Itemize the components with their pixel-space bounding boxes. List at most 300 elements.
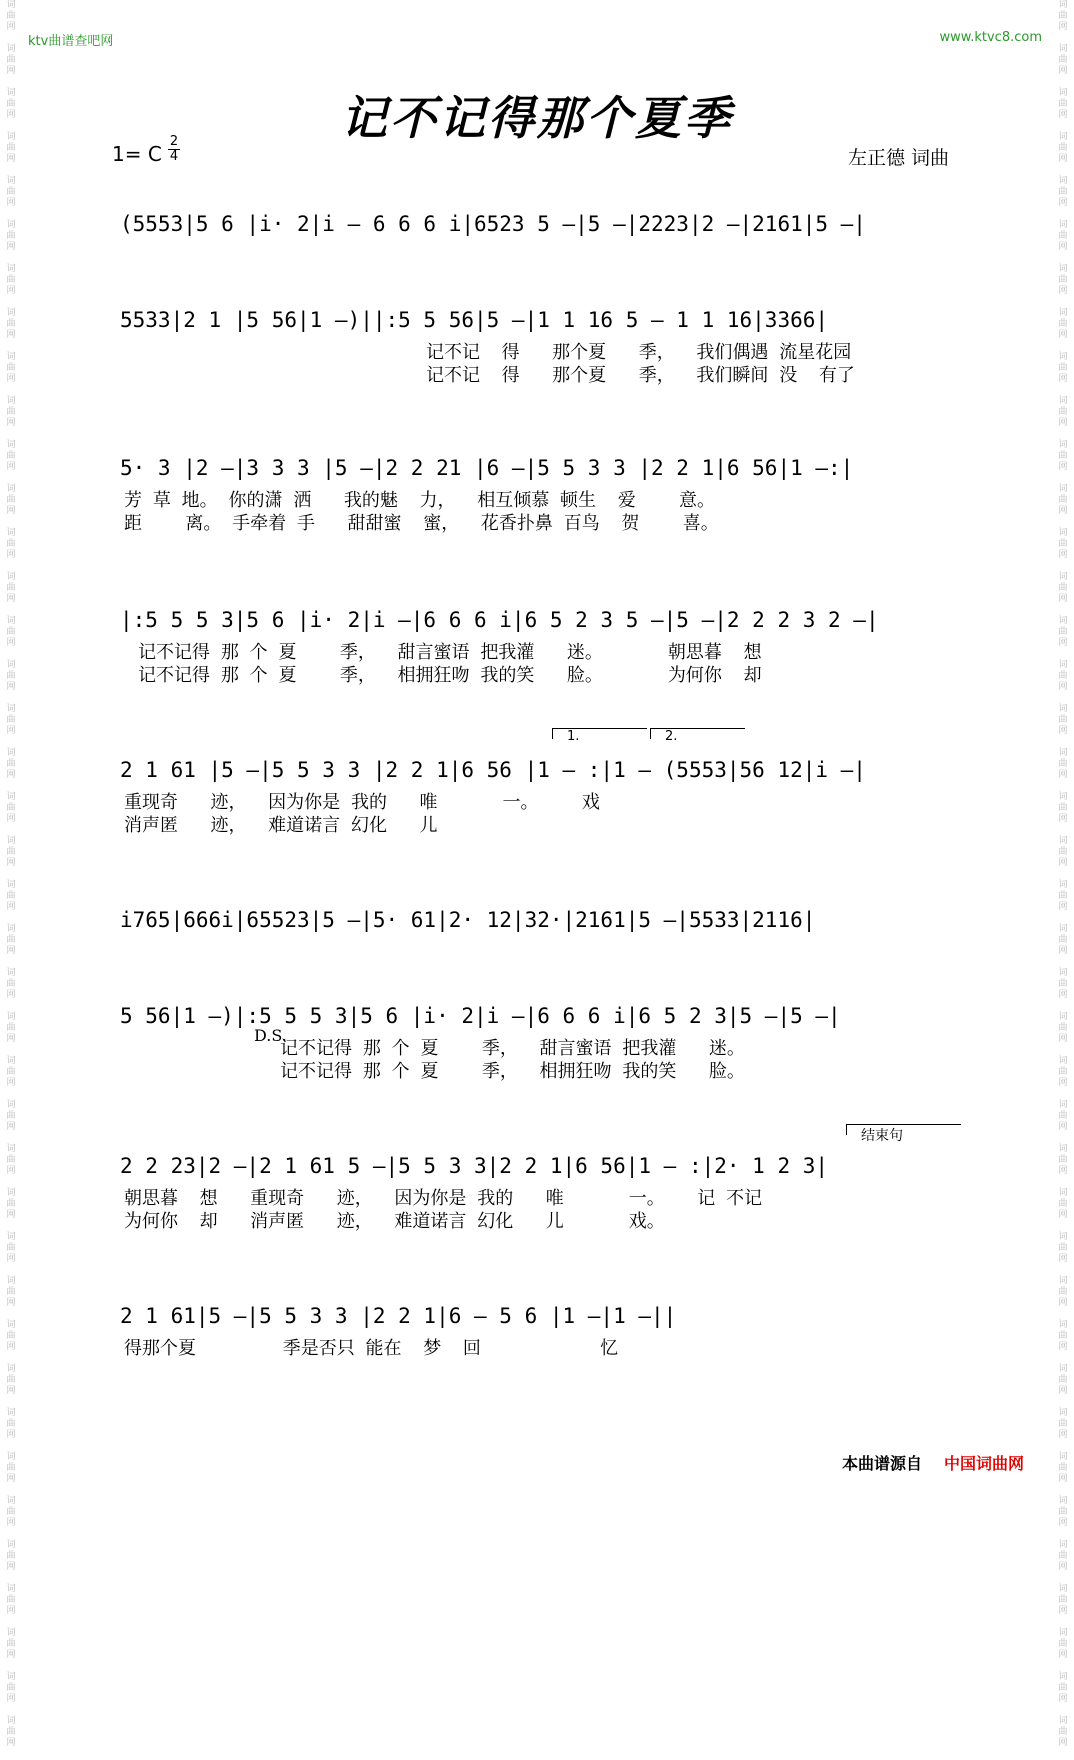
- edge-watermark-char: 词: [1058, 528, 1068, 538]
- edge-watermark-char: 曲: [1058, 1375, 1068, 1385]
- edge-watermark-char: 网: [1058, 814, 1068, 824]
- edge-watermark-gap: [1052, 1001, 1074, 1012]
- edge-watermark-gap: [0, 825, 22, 836]
- edge-watermark-char: 网: [6, 726, 16, 736]
- edge-watermark-char: 网: [6, 286, 16, 296]
- watermark-right: www.ktvc8.com: [939, 30, 1042, 45]
- edge-watermark-char: 词: [6, 616, 16, 626]
- edge-watermark-char: 词: [1058, 1144, 1068, 1154]
- edge-watermark-gap: [0, 1485, 22, 1496]
- edge-watermark-char: 词: [1058, 704, 1068, 714]
- edge-watermark-char: 词: [1058, 1232, 1068, 1242]
- edge-watermark-char: 曲: [6, 847, 16, 857]
- lyric-line: 记不记 得 那个夏 季， 我们瞬间 没 有了: [426, 365, 855, 386]
- edge-watermark-gap: [0, 209, 22, 220]
- lyric-line: 得那个夏 季是否只 能在 梦 回 忆: [124, 1338, 619, 1359]
- edge-watermark-char: 曲: [1058, 319, 1068, 329]
- edge-watermark-char: 曲: [1058, 627, 1068, 637]
- edge-watermark-gap: [1052, 1309, 1074, 1320]
- lyric-line: 距 离。 手牵着 手 甜甜蜜 蜜， 花香扑鼻 百鸟 贺 喜。: [124, 513, 719, 534]
- edge-watermark-gap: [1052, 781, 1074, 792]
- score-row: [120, 300, 966, 386]
- edge-watermark-char: 网: [1058, 374, 1068, 384]
- edge-watermark-char: 词: [1058, 1188, 1068, 1198]
- edge-watermark-char: 词: [6, 1056, 16, 1066]
- edge-watermark-char: 词: [6, 924, 16, 934]
- edge-watermark-char: 词: [1058, 836, 1068, 846]
- edge-watermark-gap: [1052, 1573, 1074, 1584]
- edge-watermark-char: 网: [1058, 638, 1068, 648]
- edge-watermark-char: 网: [1058, 506, 1068, 516]
- edge-watermark-gap: [0, 605, 22, 616]
- edge-watermark-char: 网: [1058, 198, 1068, 208]
- edge-watermark-char: 网: [6, 638, 16, 648]
- edge-watermark-char: 词: [1058, 308, 1068, 318]
- edge-watermark-gap: [1052, 209, 1074, 220]
- edge-watermark-gap: [0, 1617, 22, 1628]
- note-line: i765|666i|65523|5 –|5· 61|2· 12|32·|2161|5 –|5533|2116|: [120, 908, 816, 932]
- edge-watermark-char: 曲: [1058, 1507, 1068, 1517]
- edge-watermark-char: 曲: [6, 935, 16, 945]
- edge-watermark-char: 词: [6, 1100, 16, 1110]
- edge-watermark-gap: [0, 1221, 22, 1232]
- edge-watermark-char: 曲: [1058, 759, 1068, 769]
- edge-watermark-char: 网: [6, 1694, 16, 1704]
- edge-watermark-char: 曲: [1058, 1111, 1068, 1121]
- edge-watermark-char: 词: [6, 1232, 16, 1242]
- note-line: (5553|5 6 |i· 2|i – 6 6 6 i|6523 5 –|5 –|2223|2 –|2161|5 –|: [120, 212, 866, 236]
- edge-watermark-char: 曲: [6, 1111, 16, 1121]
- edge-watermark-char: 曲: [6, 671, 16, 681]
- edge-watermark-char: 网: [1058, 418, 1068, 428]
- edge-watermark-char: 曲: [6, 275, 16, 285]
- author-credit: 左正德 词曲: [848, 147, 950, 169]
- edge-watermark-gap: [0, 1397, 22, 1408]
- edge-watermark-gap: [1052, 1221, 1074, 1232]
- edge-watermark-char: 词: [6, 264, 16, 274]
- edge-watermark-char: 曲: [1058, 803, 1068, 813]
- edge-watermark-char: 词: [1058, 1320, 1068, 1330]
- edge-watermark-gap: [1052, 1749, 1074, 1760]
- edge-watermark-gap: [0, 869, 22, 880]
- edge-watermark-char: 曲: [6, 55, 16, 65]
- edge-watermark-gap: [0, 1529, 22, 1540]
- edge-watermark-char: 网: [6, 770, 16, 780]
- edge-watermark-gap: [0, 1573, 22, 1584]
- edge-watermark-char: 曲: [6, 715, 16, 725]
- edge-watermark-gap: [0, 1749, 22, 1760]
- edge-watermark-char: 词: [6, 792, 16, 802]
- edge-watermark-char: 词: [6, 1408, 16, 1418]
- watermark-left: ktv曲谱查吧网: [28, 34, 114, 49]
- edge-watermark-char: 词: [6, 308, 16, 318]
- edge-watermark-char: 网: [1058, 1298, 1068, 1308]
- edge-watermark-char: 曲: [6, 979, 16, 989]
- right-edge-watermark: [1052, 0, 1074, 1748]
- edge-watermark-char: 词: [1058, 44, 1068, 54]
- edge-watermark-char: 曲: [6, 1023, 16, 1033]
- edge-watermark-char: 曲: [6, 1243, 16, 1253]
- edge-watermark-char: 词: [1058, 1056, 1068, 1066]
- edge-watermark-char: 网: [1058, 990, 1068, 1000]
- edge-watermark-gap: [1052, 385, 1074, 396]
- edge-watermark-char: 词: [6, 704, 16, 714]
- edge-watermark-char: 网: [1058, 1430, 1068, 1440]
- edge-watermark-char: 网: [1058, 1034, 1068, 1044]
- edge-watermark-gap: [0, 1177, 22, 1188]
- edge-watermark-gap: [1052, 1177, 1074, 1188]
- edge-watermark-char: 网: [1058, 1078, 1068, 1088]
- edge-watermark-char: 网: [1058, 1738, 1068, 1748]
- edge-watermark-char: 词: [6, 484, 16, 494]
- edge-watermark-char: 网: [6, 22, 16, 32]
- edge-watermark-char: 网: [6, 1474, 16, 1484]
- edge-watermark-char: 网: [6, 814, 16, 824]
- edge-watermark-char: 曲: [1058, 1683, 1068, 1693]
- edge-watermark-gap: [0, 1661, 22, 1672]
- edge-watermark-char: 词: [6, 1012, 16, 1022]
- edge-watermark-gap: [0, 297, 22, 308]
- edge-watermark-char: 词: [1058, 1364, 1068, 1374]
- edge-watermark-char: 曲: [6, 451, 16, 461]
- edge-watermark-char: 曲: [1058, 1639, 1068, 1649]
- edge-watermark-char: 网: [6, 154, 16, 164]
- edge-watermark-char: 词: [6, 660, 16, 670]
- edge-watermark-char: 词: [6, 44, 16, 54]
- edge-watermark-char: 网: [1058, 770, 1068, 780]
- edge-watermark-char: 词: [1058, 1584, 1068, 1594]
- edge-watermark-char: 曲: [1058, 1463, 1068, 1473]
- footer-site: 中国词曲网: [944, 1454, 1025, 1473]
- edge-watermark-char: 网: [6, 1650, 16, 1660]
- edge-watermark-char: 曲: [1058, 979, 1068, 989]
- edge-watermark-char: 网: [1058, 858, 1068, 868]
- edge-watermark-char: 词: [6, 1496, 16, 1506]
- note-line: 5533|2 1 |5 56|1 –)||:5 5 56|5 –|1 1 16 5 – 1 1 16|3366|: [120, 308, 829, 332]
- edge-watermark-char: 曲: [1058, 11, 1068, 21]
- edge-watermark-char: 曲: [1058, 1199, 1068, 1209]
- edge-watermark-char: 曲: [1058, 1155, 1068, 1165]
- edge-watermark-char: 网: [6, 902, 16, 912]
- note-line: 2 2 23|2 –|2 1 61 5 –|5 5 3 3|2 2 1|6 56|1 – :|2· 1 2 3|: [120, 1154, 829, 1178]
- edge-watermark-char: 网: [6, 1034, 16, 1044]
- edge-watermark-char: 网: [6, 1518, 16, 1528]
- edge-watermark-char: 网: [6, 1386, 16, 1396]
- edge-watermark-char: 网: [6, 1166, 16, 1176]
- edge-watermark-char: 曲: [6, 319, 16, 329]
- edge-watermark-char: 曲: [6, 1067, 16, 1077]
- edge-watermark-gap: [1052, 1661, 1074, 1672]
- edge-watermark-char: 网: [1058, 1210, 1068, 1220]
- edge-watermark-char: 词: [1058, 176, 1068, 186]
- edge-watermark-gap: [1052, 1485, 1074, 1496]
- edge-watermark-char: 曲: [6, 627, 16, 637]
- edge-watermark-char: 曲: [6, 187, 16, 197]
- edge-watermark-char: 网: [6, 1298, 16, 1308]
- edge-watermark-gap: [0, 473, 22, 484]
- edge-watermark-char: 词: [1058, 264, 1068, 274]
- edge-watermark-char: 网: [1058, 330, 1068, 340]
- edge-watermark-char: 网: [6, 198, 16, 208]
- edge-watermark-char: 网: [6, 946, 16, 956]
- edge-watermark-char: 曲: [6, 539, 16, 549]
- edge-watermark-char: 曲: [1058, 715, 1068, 725]
- edge-watermark-char: 网: [1058, 682, 1068, 692]
- edge-watermark-char: 曲: [1058, 495, 1068, 505]
- edge-watermark-char: 词: [1058, 88, 1068, 98]
- edge-watermark-char: 网: [1058, 22, 1068, 32]
- edge-watermark-char: 曲: [1058, 55, 1068, 65]
- edge-watermark-gap: [1052, 825, 1074, 836]
- lyric-line: 记不记得 那 个 夏 季， 甜言蜜语 把我灌 迷。 朝思暮 想: [138, 642, 762, 663]
- edge-watermark-char: 网: [1058, 1122, 1068, 1132]
- edge-watermark-char: 网: [6, 374, 16, 384]
- edge-watermark-char: 网: [6, 462, 16, 472]
- edge-watermark-gap: [0, 561, 22, 572]
- edge-watermark-gap: [0, 33, 22, 44]
- edge-watermark-char: 曲: [1058, 1331, 1068, 1341]
- edge-watermark-char: 曲: [6, 143, 16, 153]
- edge-watermark-char: 网: [1058, 1518, 1068, 1528]
- edge-watermark-char: 网: [1058, 462, 1068, 472]
- edge-watermark-char: 曲: [6, 1683, 16, 1693]
- edge-watermark-char: 曲: [1058, 363, 1068, 373]
- edge-watermark-char: 曲: [6, 99, 16, 109]
- edge-watermark-char: 词: [1058, 440, 1068, 450]
- edge-watermark-char: 网: [1058, 66, 1068, 76]
- edge-watermark-char: 词: [1058, 1012, 1068, 1022]
- edge-watermark-char: 网: [6, 1254, 16, 1264]
- edge-watermark-char: 曲: [6, 1463, 16, 1473]
- edge-watermark-char: 网: [6, 110, 16, 120]
- edge-watermark-gap: [1052, 297, 1074, 308]
- edge-watermark-gap: [0, 385, 22, 396]
- score-row: [120, 204, 966, 244]
- edge-watermark-char: 词: [6, 88, 16, 98]
- edge-watermark-char: 词: [1058, 792, 1068, 802]
- edge-watermark-char: 网: [1058, 902, 1068, 912]
- edge-watermark-gap: [0, 1001, 22, 1012]
- edge-watermark-char: 词: [6, 176, 16, 186]
- edge-watermark-char: 网: [1058, 726, 1068, 736]
- edge-watermark-gap: [0, 913, 22, 924]
- edge-watermark-gap: [1052, 693, 1074, 704]
- edge-watermark-char: 词: [1058, 1276, 1068, 1286]
- edge-watermark-char: 曲: [1058, 847, 1068, 857]
- edge-watermark-char: 曲: [6, 1419, 16, 1429]
- edge-watermark-char: 曲: [1058, 935, 1068, 945]
- edge-watermark-char: 曲: [6, 11, 16, 21]
- edge-watermark-char: 词: [6, 1628, 16, 1638]
- edge-watermark-char: 词: [6, 968, 16, 978]
- edge-watermark-char: 词: [1058, 616, 1068, 626]
- edge-watermark-char: 网: [1058, 1342, 1068, 1352]
- edge-watermark-gap: [1052, 33, 1074, 44]
- edge-watermark-char: 词: [1058, 484, 1068, 494]
- key-signature: 1= C: [112, 142, 162, 166]
- edge-watermark-char: 网: [6, 1562, 16, 1572]
- edge-watermark-char: 曲: [1058, 671, 1068, 681]
- score-row: [120, 729, 966, 836]
- edge-watermark-char: 网: [6, 858, 16, 868]
- edge-watermark-gap: [1052, 1705, 1074, 1716]
- footer-source: 本曲谱源自: [842, 1454, 923, 1473]
- meter-bottom: 4: [169, 149, 179, 164]
- edge-watermark-char: 网: [6, 418, 16, 428]
- edge-watermark-gap: [0, 781, 22, 792]
- time-signature: [168, 135, 180, 164]
- edge-watermark-char: 网: [6, 506, 16, 516]
- score-row: [120, 1128, 966, 1232]
- edge-watermark-char: 曲: [6, 891, 16, 901]
- edge-watermark-char: 曲: [1058, 1419, 1068, 1429]
- edge-watermark-gap: [1052, 605, 1074, 616]
- edge-watermark-char: 曲: [6, 1639, 16, 1649]
- edge-watermark-char: 网: [1058, 1166, 1068, 1176]
- edge-watermark-gap: [1052, 429, 1074, 440]
- edge-watermark-gap: [0, 517, 22, 528]
- lyric-line: 为何你 却 消声匿 迹， 难道诺言 幻化 儿 戏。: [124, 1211, 665, 1232]
- edge-watermark-char: 词: [6, 352, 16, 362]
- edge-watermark-gap: [0, 737, 22, 748]
- note-line: 2 1 61 |5 –|5 5 3 3 |2 2 1|6 56 |1 – :|1 – (5553|56 12|i –|: [120, 758, 866, 782]
- edge-watermark-char: 曲: [6, 759, 16, 769]
- song-title: 记不记得那个夏季: [341, 91, 733, 145]
- score-row: [120, 448, 966, 534]
- edge-watermark-char: 词: [6, 1584, 16, 1594]
- edge-watermark-gap: [0, 1133, 22, 1144]
- score-row: [120, 600, 966, 686]
- lyric-line: 记不记得 那 个 夏 季， 甜言蜜语 把我灌 迷。: [280, 1038, 745, 1059]
- edge-watermark-gap: [1052, 1617, 1074, 1628]
- edge-watermark-char: 曲: [1058, 583, 1068, 593]
- edge-watermark-char: 曲: [1058, 407, 1068, 417]
- edge-watermark-char: 曲: [6, 1199, 16, 1209]
- edge-watermark-char: 曲: [1058, 99, 1068, 109]
- edge-watermark-char: 词: [6, 1540, 16, 1550]
- first-ending-bracket: 1.: [552, 728, 647, 739]
- edge-watermark-char: 词: [6, 1716, 16, 1726]
- edge-watermark-char: 曲: [1058, 1551, 1068, 1561]
- edge-watermark-char: 曲: [1058, 1023, 1068, 1033]
- lyric-line: 记不记得 那 个 夏 季， 相拥狂吻 我的笑 脸。 为何你 却: [138, 665, 762, 686]
- edge-watermark-char: 网: [1058, 1650, 1068, 1660]
- edge-watermark-char: 网: [1058, 1254, 1068, 1264]
- edge-watermark-char: 词: [1058, 1100, 1068, 1110]
- edge-watermark-gap: [1052, 913, 1074, 924]
- edge-watermark-gap: [0, 1441, 22, 1452]
- edge-watermark-char: 网: [6, 66, 16, 76]
- edge-watermark-char: 网: [6, 1342, 16, 1352]
- edge-watermark-char: 词: [6, 220, 16, 230]
- edge-watermark-gap: [1052, 1353, 1074, 1364]
- edge-watermark-gap: [0, 1353, 22, 1364]
- edge-watermark-char: 曲: [1058, 1287, 1068, 1297]
- edge-watermark-char: 词: [1058, 924, 1068, 934]
- edge-watermark-gap: [1052, 1045, 1074, 1056]
- edge-watermark-char: 词: [1058, 1716, 1068, 1726]
- edge-watermark-char: 词: [1058, 396, 1068, 406]
- score-row: [120, 1296, 966, 1359]
- edge-watermark-char: 网: [6, 1606, 16, 1616]
- edge-watermark-char: 词: [6, 748, 16, 758]
- edge-watermark-char: 词: [1058, 0, 1068, 10]
- edge-watermark-char: 网: [1058, 946, 1068, 956]
- lyric-line: 朝思暮 想 重现奇 迹， 因为你是 我的 唯 一。 记 不记: [124, 1188, 763, 1209]
- edge-watermark-char: 网: [6, 1738, 16, 1748]
- edge-watermark-gap: [1052, 869, 1074, 880]
- edge-watermark-gap: [1052, 253, 1074, 264]
- edge-watermark-char: 曲: [1058, 143, 1068, 153]
- edge-watermark-char: 网: [1058, 550, 1068, 560]
- footer: [842, 1451, 1024, 1474]
- edge-watermark-char: 曲: [6, 363, 16, 373]
- edge-watermark-char: 曲: [6, 1595, 16, 1605]
- edge-watermark-gap: [1052, 957, 1074, 968]
- edge-watermark-char: 词: [6, 1452, 16, 1462]
- edge-watermark-char: 网: [1058, 242, 1068, 252]
- edge-watermark-char: 曲: [1058, 1595, 1068, 1605]
- edge-watermark-char: 词: [1058, 572, 1068, 582]
- edge-watermark-char: 词: [1058, 1628, 1068, 1638]
- edge-watermark-char: 词: [1058, 220, 1068, 230]
- edge-watermark-char: 词: [1058, 1408, 1068, 1418]
- edge-watermark-char: 网: [1058, 594, 1068, 604]
- edge-watermark-gap: [0, 253, 22, 264]
- ending-phrase-label: 结束句: [846, 1124, 961, 1135]
- edge-watermark-char: 词: [6, 0, 16, 10]
- edge-watermark-char: 网: [1058, 286, 1068, 296]
- edge-watermark-gap: [1052, 561, 1074, 572]
- edge-watermark-char: 网: [1058, 1606, 1068, 1616]
- edge-watermark-char: 曲: [1058, 187, 1068, 197]
- edge-watermark-char: 网: [6, 330, 16, 340]
- edge-watermark-char: 词: [1058, 968, 1068, 978]
- dal-segno-mark: D.S.: [254, 1026, 287, 1045]
- edge-watermark-gap: [0, 693, 22, 704]
- edge-watermark-char: 曲: [1058, 1243, 1068, 1253]
- edge-watermark-char: 网: [6, 1122, 16, 1132]
- edge-watermark-char: 曲: [6, 583, 16, 593]
- edge-watermark-gap: [0, 1089, 22, 1100]
- edge-watermark-char: 曲: [6, 1287, 16, 1297]
- edge-watermark-char: 网: [6, 550, 16, 560]
- edge-watermark-char: 词: [6, 1188, 16, 1198]
- score-row: [120, 996, 966, 1082]
- second-ending-bracket: 2.: [650, 728, 745, 739]
- edge-watermark-char: 网: [1058, 1694, 1068, 1704]
- edge-watermark-gap: [1052, 517, 1074, 528]
- edge-watermark-char: 网: [1058, 110, 1068, 120]
- edge-watermark-char: 网: [1058, 1562, 1068, 1572]
- edge-watermark-char: 网: [6, 990, 16, 1000]
- edge-watermark-char: 词: [6, 132, 16, 142]
- edge-watermark-char: 网: [6, 242, 16, 252]
- edge-watermark-char: 曲: [6, 1331, 16, 1341]
- edge-watermark-char: 词: [6, 1364, 16, 1374]
- edge-watermark-gap: [0, 1309, 22, 1320]
- edge-watermark-gap: [0, 429, 22, 440]
- edge-watermark-char: 词: [6, 1320, 16, 1330]
- edge-watermark-gap: [1052, 1265, 1074, 1276]
- edge-watermark-char: 词: [6, 1144, 16, 1154]
- edge-watermark-gap: [1052, 1133, 1074, 1144]
- lyric-line: 芳 草 地。 你的潇 洒 我的魅 力， 相互倾慕 顿生 爱 意。: [124, 490, 716, 511]
- edge-watermark-char: 网: [6, 1078, 16, 1088]
- lyric-line: 消声匿 迹， 难道诺言 幻化 儿: [124, 815, 438, 836]
- edge-watermark-char: 曲: [6, 1551, 16, 1561]
- edge-watermark-char: 网: [1058, 1386, 1068, 1396]
